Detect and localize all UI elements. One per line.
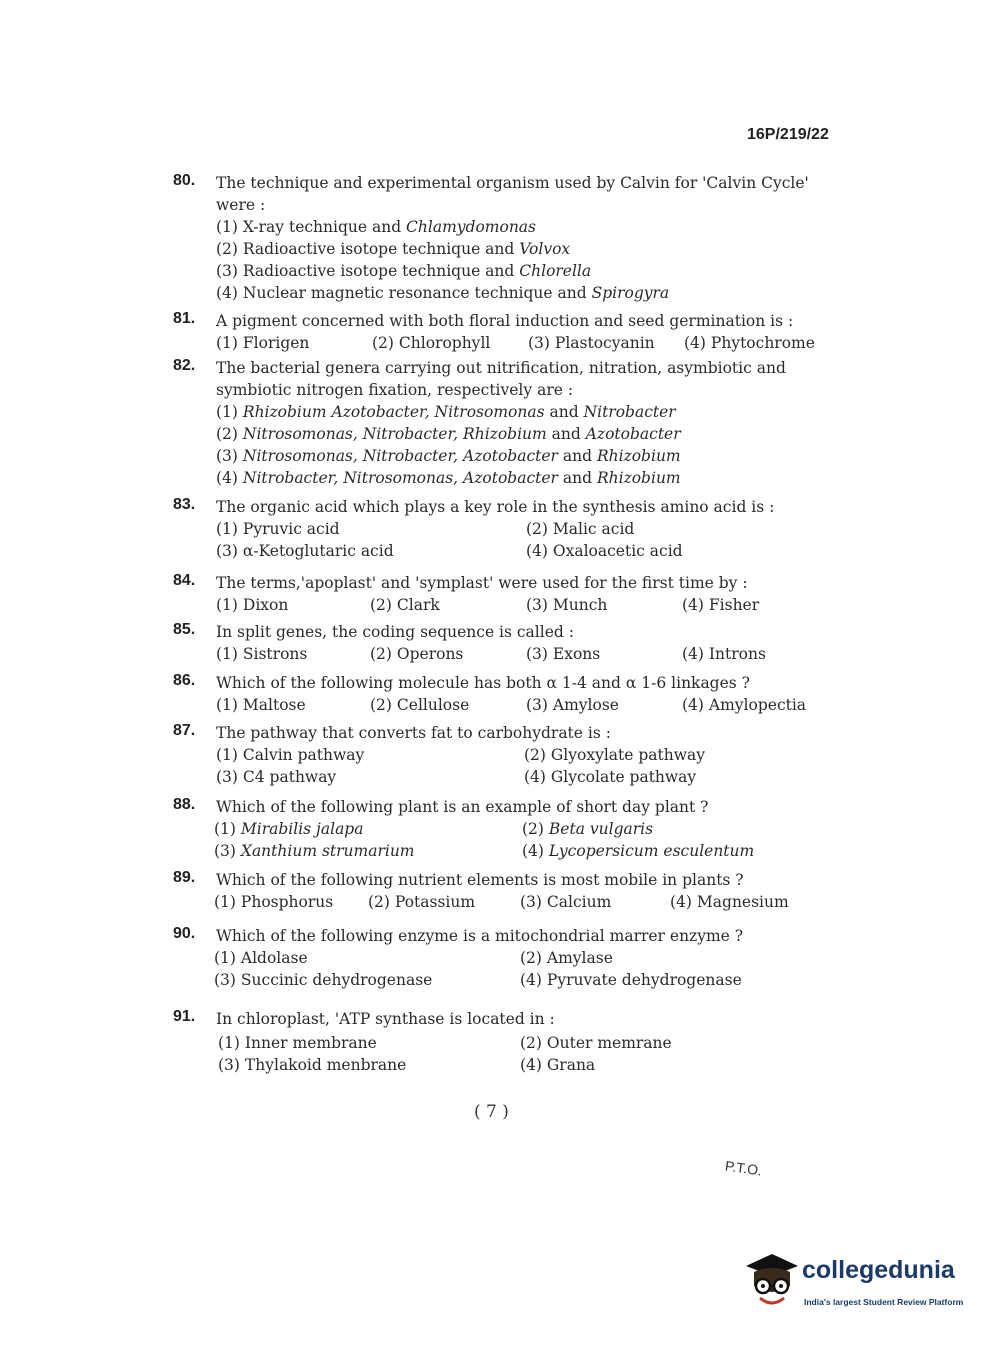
option-number: (4) [216, 284, 238, 302]
option [522, 840, 754, 862]
option-text: Amylase [546, 949, 613, 967]
option-number: (1) [216, 746, 238, 764]
option-number: (1) [214, 820, 236, 838]
question-number: 91. [173, 1008, 196, 1025]
option-text: Succinic dehydrogenase [240, 971, 433, 989]
pto-note: P.T.O. [724, 1157, 764, 1179]
option-text: Pyruvate dehydrogenase [546, 971, 742, 989]
question-text: The technique and experimental organism used by Calvin for 'Calvin Cycle' were : [216, 174, 809, 214]
option [216, 423, 681, 445]
option [526, 643, 600, 665]
option [520, 891, 611, 913]
option-text: and [546, 425, 586, 443]
option-number: (2) [522, 820, 544, 838]
question-text: Which of the following plant is an example of short day plant ? [216, 798, 709, 816]
option-text: Fisher [708, 596, 760, 614]
option [682, 594, 759, 616]
option-text: Calcium [546, 893, 612, 911]
option [682, 643, 766, 665]
option-number: (3) [528, 334, 550, 352]
option-number: (4) [520, 1056, 542, 1074]
question-number: 85. [173, 621, 196, 638]
option [520, 1032, 672, 1054]
option-number: (3) [526, 645, 548, 663]
option-italic-text: Nitrosomonas, Nitrobacter, Rhizobium [242, 425, 547, 443]
option-italic-text: Nitrosomonas, Nitrobacter, Azotobacter [242, 447, 558, 465]
option-number: (4) [522, 842, 544, 860]
option-italic-text: Beta vulgaris [548, 820, 654, 838]
option-number: (3) [520, 893, 542, 911]
option [372, 332, 490, 354]
option-text: Inner membrane [244, 1034, 377, 1052]
option [216, 238, 570, 260]
option [682, 694, 806, 716]
option [528, 332, 655, 354]
option-text: and [557, 469, 597, 487]
option [214, 969, 432, 991]
option-number: (3) [218, 1056, 240, 1074]
option-text: Potassium [394, 893, 476, 911]
option-number: (4) [684, 334, 706, 352]
option [370, 694, 469, 716]
option-text: Thylakoid menbrane [244, 1056, 407, 1074]
option-number: (2) [370, 596, 392, 614]
option-italic-text: Rhizobium Azotobacter, Nitrosomonas [242, 403, 545, 421]
option-text: Introns [708, 645, 766, 663]
option [218, 1054, 406, 1076]
question-text: The pathway that converts fat to carbohydrate is : [216, 724, 611, 742]
option [524, 744, 705, 766]
option-text: Nuclear magnetic resonance technique and [242, 284, 592, 302]
option-number: (1) [214, 949, 236, 967]
option [216, 282, 669, 304]
option-italic-text: Azotobacter [585, 425, 681, 443]
option-text: Glycolate pathway [550, 768, 697, 786]
option-number: (2) [370, 645, 392, 663]
option-number: (4) [682, 596, 704, 614]
option-text: Malic acid [552, 520, 635, 538]
option-text: Amylopectia [708, 696, 807, 714]
option-number: (2) [368, 893, 390, 911]
option-text: Clark [396, 596, 440, 614]
option-number: (3) [526, 596, 548, 614]
question-number: 81. [173, 310, 196, 327]
option-number: (1) [216, 218, 238, 236]
option-number: (1) [216, 520, 238, 538]
brand-name: collegedunia [802, 1256, 955, 1284]
option-text: Glyoxylate pathway [550, 746, 705, 764]
option-number: (3) [214, 842, 236, 860]
option [526, 594, 607, 616]
option [216, 744, 364, 766]
option-italic-text: Chlorella [519, 262, 592, 280]
option [520, 947, 613, 969]
question-number: 80. [173, 172, 196, 189]
option-number: (3) [214, 971, 236, 989]
option-number: (2) [216, 425, 238, 443]
question-number: 90. [173, 925, 196, 942]
question-text: A pigment concerned with both floral induction and seed germination is : [216, 312, 794, 330]
option-text: C4 pathway [242, 768, 337, 786]
option-text: Phytochrome [710, 334, 815, 352]
option-text: and [557, 447, 597, 465]
option-text: Calvin pathway [242, 746, 365, 764]
option-number: (2) [524, 746, 546, 764]
question-text: In chloroplast, 'ATP synthase is located in : [216, 1010, 555, 1028]
option-number: (2) [520, 949, 542, 967]
option-number: (4) [670, 893, 692, 911]
question-number: 84. [173, 572, 196, 589]
option [216, 216, 536, 238]
option [520, 969, 742, 991]
option-number: (1) [214, 893, 236, 911]
question-number: 82. [173, 357, 196, 374]
question-number: 89. [173, 869, 196, 886]
option-number: (2) [216, 240, 238, 258]
option-italic-text: Xanthium strumarium [240, 842, 415, 860]
option-text: Outer memrane [546, 1034, 672, 1052]
option-text: Magnesium [696, 893, 789, 911]
option-number: (1) [216, 403, 238, 421]
option-text: α-Ketoglutaric acid [242, 542, 394, 560]
option-number: (1) [216, 645, 238, 663]
option [216, 445, 681, 467]
option [368, 891, 475, 913]
option [524, 766, 696, 788]
option-text: Grana [546, 1056, 596, 1074]
question-text: Which of the following enzyme is a mitochondrial marrer enzyme ? [216, 927, 744, 945]
option [214, 840, 415, 862]
option-italic-text: Nitrobacter, Nitrosomonas, Azotobacter [242, 469, 558, 487]
question-text: The bacterial genera carrying out nitrification, nitration, asymbiotic and symbiotic nitrogen fixation, respectively are : [216, 359, 786, 399]
option-text: Oxaloacetic acid [552, 542, 683, 560]
option-number: (2) [370, 696, 392, 714]
question-text: The organic acid which plays a key role in the synthesis amino acid is : [216, 498, 775, 516]
option-text: Chlorophyll [398, 334, 491, 352]
option [370, 594, 440, 616]
option-number: (3) [216, 262, 238, 280]
option-italic-text: Mirabilis jalapa [240, 820, 364, 838]
option-italic-text: Rhizobium [596, 469, 681, 487]
collegedunia-logo [742, 1250, 972, 1320]
option-text: Maltose [242, 696, 306, 714]
option [216, 694, 306, 716]
option [216, 766, 336, 788]
option-text: Phosphorus [240, 893, 334, 911]
option-italic-text: Nitrobacter [583, 403, 676, 421]
option [684, 332, 815, 354]
option-text: Sistrons [242, 645, 308, 663]
option-number: (4) [524, 768, 546, 786]
mascot-icon [742, 1250, 800, 1312]
option-text: Florigen [242, 334, 310, 352]
option-number: (1) [216, 334, 238, 352]
option-text: Operons [396, 645, 464, 663]
question-number: 88. [173, 796, 196, 813]
option [520, 1054, 595, 1076]
paper-code: 16P/219/22 [747, 126, 829, 143]
option-number: (4) [520, 971, 542, 989]
option-text: Pyruvic acid [242, 520, 340, 538]
option-text: Radioactive isotope technique and [242, 240, 520, 258]
option-text: and [544, 403, 584, 421]
option [216, 260, 591, 282]
option-number: (3) [216, 447, 238, 465]
option [216, 594, 288, 616]
option [214, 947, 308, 969]
option-number: (4) [682, 645, 704, 663]
option [216, 518, 340, 540]
option-number: (2) [526, 520, 548, 538]
option-number: (1) [216, 596, 238, 614]
option-text: Cellulose [396, 696, 470, 714]
option-italic-text: Volvox [519, 240, 571, 258]
question-text: Which of the following nutrient elements is most mobile in plants ? [216, 871, 744, 889]
option-number: (4) [682, 696, 704, 714]
option [216, 467, 681, 489]
option-number: (3) [526, 696, 548, 714]
option [214, 818, 363, 840]
option [526, 540, 683, 562]
option-italic-text: Chlamydomonas [406, 218, 537, 236]
option-number: (1) [216, 696, 238, 714]
option-number: (1) [218, 1034, 240, 1052]
option [216, 643, 307, 665]
option [370, 643, 463, 665]
option-number: (3) [216, 542, 238, 560]
option-text: Amylose [552, 696, 619, 714]
option [216, 332, 309, 354]
option [214, 891, 333, 913]
option-number: (4) [216, 469, 238, 487]
page-number: ( 7 ) [474, 1102, 509, 1122]
question-text: The terms,'apoplast' and 'symplast' were used for the first time by : [216, 574, 748, 592]
option [526, 518, 634, 540]
option [216, 540, 394, 562]
option [670, 891, 789, 913]
option-text: Exons [552, 645, 601, 663]
option [522, 818, 653, 840]
question-text: Which of the following molecule has both α 1-4 and α 1-6 linkages ? [216, 674, 750, 692]
question-number: 83. [173, 496, 196, 513]
option-text: Plastocyanin [554, 334, 655, 352]
option [526, 694, 619, 716]
option-number: (2) [372, 334, 394, 352]
option-text: Aldolase [240, 949, 308, 967]
option-italic-text: Rhizobium [596, 447, 681, 465]
option-italic-text: Spirogyra [591, 284, 670, 302]
option-number: (3) [216, 768, 238, 786]
option-text: X-ray technique and [242, 218, 407, 236]
option [216, 401, 676, 423]
option-text: Munch [552, 596, 608, 614]
option-text: Radioactive isotope technique and [242, 262, 520, 280]
question-text: In split genes, the coding sequence is called : [216, 623, 574, 641]
option-number: (2) [520, 1034, 542, 1052]
question-number: 87. [173, 722, 196, 739]
option-italic-text: Lycopersicum esculentum [548, 842, 755, 860]
question-number: 86. [173, 672, 196, 689]
option [218, 1032, 377, 1054]
option-text: Dixon [242, 596, 289, 614]
brand-tagline: India's largest Student Review Platform [804, 1297, 964, 1307]
option-number: (4) [526, 542, 548, 560]
